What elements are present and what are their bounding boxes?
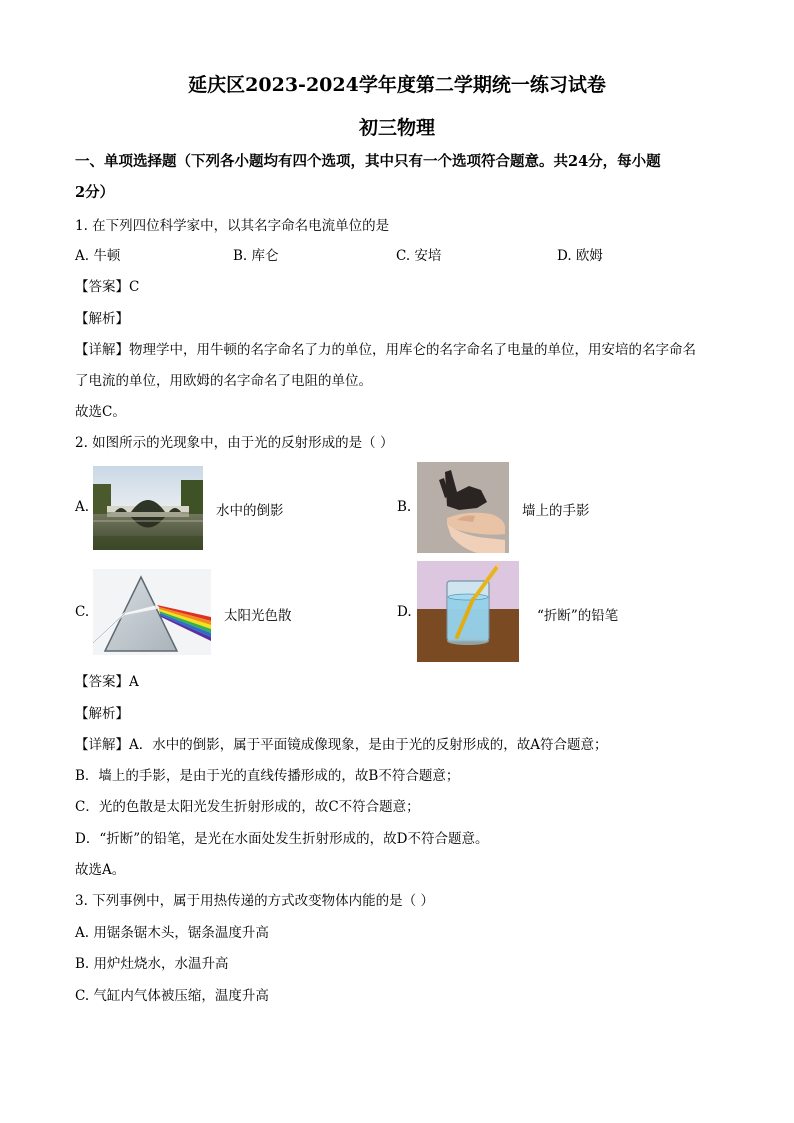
q2-option-a-letter: A. <box>75 499 90 515</box>
q2-detail-line3: C．光的色散是太阳光发生折射形成的，故C不符合题意； <box>75 799 420 815</box>
page-title: 延庆区2023-2024学年度第二学期统一练习试卷 <box>188 74 606 96</box>
q1-stem: 1. 在下列四位科学家中，以其名字命名电流单位的是 <box>75 218 390 234</box>
q1-analysis-label: 【解析】 <box>75 311 129 327</box>
prism-dispersion-image <box>93 569 211 655</box>
q2-option-c-caption: 太阳光色散 <box>224 608 292 624</box>
q3-option-a: A. 用锯条锯木头，锯条温度升高 <box>75 925 269 941</box>
q2-option-a-caption: 水中的倒影 <box>216 503 284 519</box>
q1-option-b: B. 库仑 <box>233 248 279 264</box>
q1-option-c: C. 安培 <box>396 248 442 264</box>
page-subtitle: 初三物理 <box>358 117 435 139</box>
q2-conclusion: 故选A。 <box>75 862 126 878</box>
q1-option-a: A. 牛顿 <box>75 248 121 264</box>
q1-detail-line1: 【详解】物理学中，用牛顿的名字命名了力的单位，用库仑的名字命名了电量的单位，用安培的名字命名 <box>75 342 696 358</box>
q1-option-d: D. 欧姆 <box>557 248 603 264</box>
q2-option-d-letter: D. <box>397 604 412 620</box>
q3-option-b: B. 用炉灶烧水，水温升高 <box>75 956 229 972</box>
section-heading-cont: 2分） <box>75 184 115 201</box>
q2-option-b-letter: B. <box>397 499 412 515</box>
hand-shadow-image <box>417 462 509 553</box>
bridge-reflection-image <box>93 466 203 550</box>
q2-option-d-caption: “折断”的铅笔 <box>537 608 619 624</box>
q2-detail-line2: B．墙上的手影，是由于光的直线传播形成的，故B不符合题意； <box>75 768 460 784</box>
bent-pencil-image <box>417 561 519 662</box>
q2-option-c-letter: C. <box>75 604 90 620</box>
q2-analysis-label: 【解析】 <box>75 706 129 722</box>
q2-answer: 【答案】A <box>75 674 139 690</box>
q2-option-b-caption: 墙上的手影 <box>522 503 590 519</box>
q3-option-c: C. 气缸内气体被压缩，温度升高 <box>75 988 269 1004</box>
q1-answer: 【答案】C <box>75 279 140 295</box>
q2-detail-line1: 【详解】A．水中的倒影，属于平面镜成像现象，是由于光的反射形成的，故A符合题意； <box>75 737 608 753</box>
q3-stem: 3. 下列事例中，属于用热传递的方式改变物体内能的是（ ） <box>75 893 434 909</box>
q2-stem: 2. 如图所示的光现象中，由于光的反射形成的是（ ） <box>75 435 394 451</box>
q1-conclusion: 故选C。 <box>75 404 126 420</box>
section-heading: 一、单项选择题（下列各小题均有四个选项，其中只有一个选项符合题意。共24分，每小题 <box>75 153 661 170</box>
q2-detail-line4: D．“折断”的铅笔，是光在水面处发生折射形成的，故D不符合题意。 <box>75 831 489 847</box>
q1-detail-line2: 了电流的单位，用欧姆的名字命名了电阻的单位。 <box>75 373 372 389</box>
